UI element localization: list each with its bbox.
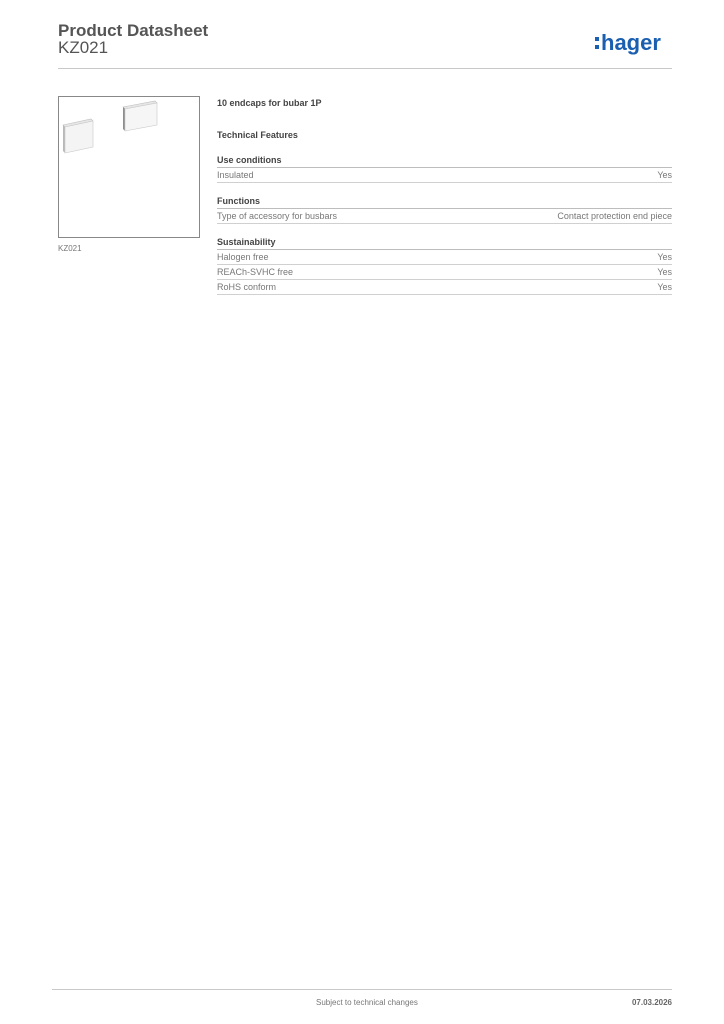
spec-row bbox=[217, 168, 672, 183]
spec-label: Insulated bbox=[217, 170, 254, 180]
section-title: Functions bbox=[217, 195, 672, 209]
doc-title: Product Datasheet bbox=[58, 21, 209, 40]
spec-row bbox=[217, 209, 672, 224]
section-title: Use conditions bbox=[217, 154, 672, 168]
spec-value: Yes bbox=[657, 282, 672, 292]
spec-value: Contact protection end piece bbox=[557, 211, 672, 221]
spec-label: REACh-SVHC free bbox=[217, 267, 294, 277]
logo-text: hager bbox=[601, 30, 661, 55]
product-image bbox=[58, 96, 200, 238]
section-sustainability bbox=[217, 236, 672, 295]
section-functions bbox=[217, 195, 672, 224]
spec-row bbox=[217, 280, 672, 295]
endcap-illustration bbox=[59, 97, 199, 237]
footer-divider bbox=[52, 989, 672, 990]
hager-logo bbox=[594, 28, 674, 58]
spec-row bbox=[217, 265, 672, 280]
spec-label: Type of accessory for busbars bbox=[217, 211, 338, 221]
footer-note: Subject to technical changes bbox=[316, 998, 418, 1007]
spec-row bbox=[217, 250, 672, 265]
spec-label: Halogen free bbox=[217, 252, 269, 262]
header-divider bbox=[58, 68, 672, 69]
spec-label: RoHS conform bbox=[217, 282, 277, 292]
product-code: KZ021 bbox=[58, 38, 109, 57]
technical-features-heading: Technical Features bbox=[217, 130, 298, 140]
technical-content bbox=[217, 96, 672, 295]
section-use-conditions bbox=[217, 154, 672, 183]
spec-value: Yes bbox=[657, 252, 672, 262]
product-description: 10 endcaps for bubar 1P bbox=[217, 98, 322, 108]
spec-value: Yes bbox=[657, 267, 672, 277]
section-title: Sustainability bbox=[217, 236, 672, 250]
footer-date: 07.03.2026 bbox=[631, 998, 672, 1007]
spec-value: Yes bbox=[657, 170, 672, 180]
image-caption: KZ021 bbox=[58, 244, 82, 253]
